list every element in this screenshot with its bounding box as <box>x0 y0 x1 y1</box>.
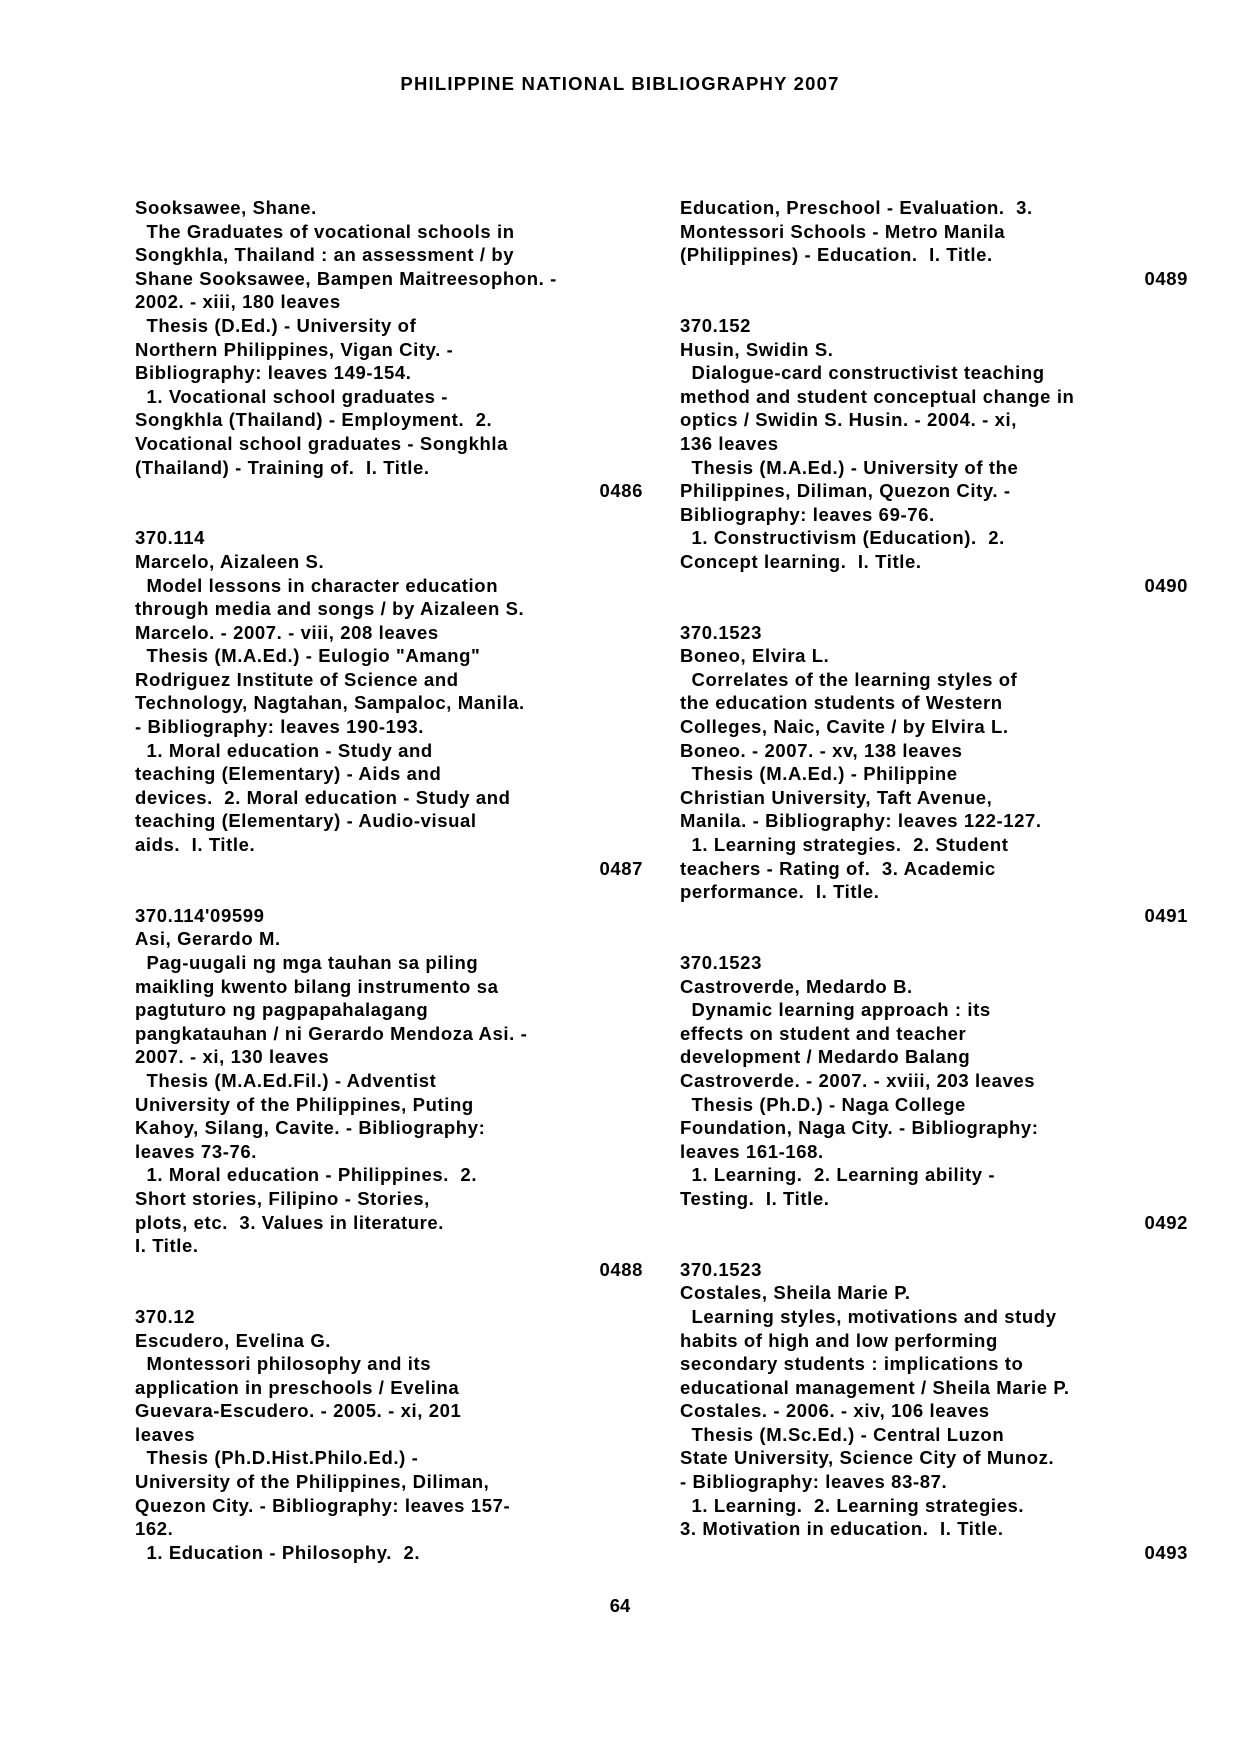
entry-line: Thesis (D.Ed.) - University of <box>135 314 417 336</box>
entry-line: secondary students : implications to <box>680 1353 1024 1375</box>
entry-line: 1. Learning strategies. 2. Student <box>680 834 1009 856</box>
entry-line: The Graduates of vocational schools in <box>135 220 515 242</box>
entry-line: 162. <box>135 1518 174 1540</box>
entry-line: 370.1523 <box>680 621 762 643</box>
entry-line: Husin, Swidin S. <box>680 338 834 360</box>
entry-line: Thesis (Ph.D.Hist.Philo.Ed.) - <box>135 1447 419 1469</box>
entry-line: Bibliography: leaves 69-76. <box>680 503 935 525</box>
entry-line: Learning styles, motivations and study <box>680 1305 1057 1327</box>
entry-line: Kahoy, Silang, Cavite. - Bibliography: <box>135 1117 486 1139</box>
entry-spacer <box>135 1281 643 1305</box>
entry-line: 1. Constructivism (Education). 2. <box>680 527 1005 549</box>
entry-spacer <box>680 290 1188 314</box>
entry-line: Concept learning. I. Title. <box>680 550 922 572</box>
entry-line: leaves 161-168. <box>680 1140 824 1162</box>
entry-line: I. Title. <box>135 1235 199 1257</box>
entry-line: pangkatauhan / ni Gerardo Mendoza Asi. - <box>135 1022 528 1044</box>
entry-line: Model lessons in character education <box>135 574 499 596</box>
entry-line: - Bibliography: leaves 190-193. <box>135 716 425 738</box>
entry-line: Asi, Gerardo M. <box>135 928 281 950</box>
entry-line: 136 leaves <box>680 432 779 454</box>
entry-line: Thesis (M.A.Ed.) - Philippine <box>680 763 958 785</box>
entry-line: 370.1523 <box>680 952 762 973</box>
entry-spacer <box>135 880 643 904</box>
entry-line: Bibliography: leaves 149-154. <box>135 362 412 384</box>
bibliography-entry <box>135 196 643 526</box>
entry-line: State University, Science City of Munoz. <box>680 1447 1055 1469</box>
entry-line: Northern Philippines, Vigan City. - <box>135 338 454 360</box>
entry-line: 1. Moral education - Philippines. 2. <box>135 1164 478 1186</box>
entry-line: educational management / Sheila Marie P. <box>680 1376 1070 1398</box>
entry-line: Christian University, Taft Avenue, <box>680 786 993 808</box>
entry-line: development / Medardo Balang <box>680 1046 971 1068</box>
entry-line: 370.1523 <box>680 1258 762 1280</box>
entry-line: Montessori Schools - Metro Manila <box>680 220 1006 242</box>
entry-line: optics / Swidin S. Husin. - 2004. - xi, <box>680 409 1017 431</box>
entry-line: Correlates of the learning styles of <box>680 668 1018 690</box>
entry-line: the education students of Western <box>680 692 1003 714</box>
entry-line: Education, Preschool - Evaluation. 3. <box>680 197 1033 218</box>
entry-line: Quezon City. - Bibliography: leaves 157- <box>135 1494 511 1516</box>
entry-line: Philippines, Diliman, Quezon City. - <box>680 480 1011 502</box>
entry-line: Testing. I. Title. <box>680 1187 830 1209</box>
entry-line: Castroverde, Medardo B. <box>680 975 913 997</box>
entry-line: 370.12 <box>135 1305 196 1327</box>
bibliography-entry <box>680 621 1188 951</box>
entry-line: 370.114'09599 <box>135 904 265 926</box>
entry-line: devices. 2. Moral education - Study and <box>135 786 511 808</box>
entry-line: Castroverde. - 2007. - xviii, 203 leaves <box>680 1069 1036 1091</box>
entry-line: Escudero, Evelina G. <box>135 1329 332 1351</box>
entry-number: 0486 <box>599 480 643 502</box>
page-header: PHILIPPINE NATIONAL BIBLIOGRAPHY 2007 <box>400 73 840 94</box>
entry-line: Boneo, Elvira L. <box>680 645 830 667</box>
entry-spacer <box>680 1234 1188 1258</box>
entry-line: Montessori philosophy and its <box>135 1353 432 1375</box>
page-number: 64 <box>609 1595 631 1616</box>
entry-line: habits of high and low performing <box>680 1329 998 1351</box>
entry-line: Short stories, Filipino - Stories, <box>135 1187 430 1209</box>
entry-line: 3. Motivation in education. I. Title. <box>680 1518 1004 1540</box>
bibliography-entry <box>135 526 643 904</box>
right-column <box>680 196 1188 1564</box>
entry-line: (Thailand) - Training of. I. Title. <box>135 456 430 478</box>
entry-line: method and student conceptual change in <box>680 385 1075 407</box>
entry-line: Shane Sooksawee, Bampen Maitreesophon. - <box>135 267 557 289</box>
entry-line: aids. I. Title. <box>135 834 256 856</box>
bibliography-entry <box>680 314 1188 621</box>
entry-line: Thesis (Ph.D.) - Naga College <box>680 1093 966 1115</box>
entry-line: 1. Education - Philosophy. 2. <box>135 1541 421 1563</box>
bibliography-entry <box>680 196 1188 314</box>
entry-line: 1. Learning. 2. Learning strategies. <box>680 1494 1025 1516</box>
entry-line: teaching (Elementary) - Aids and <box>135 763 442 785</box>
entry-number: 0490 <box>1144 574 1188 596</box>
entry-line: Thesis (M.A.Ed.Fil.) - Adventist <box>135 1069 437 1091</box>
entry-number: 0487 <box>599 857 643 879</box>
entry-line: Pag-uugali ng mga tauhan sa piling <box>135 952 479 973</box>
entry-line: Vocational school graduates - Songkhla <box>135 432 508 454</box>
entry-line: Marcelo, Aizaleen S. <box>135 550 325 572</box>
entry-line: Songkhla, Thailand : an assessment / by <box>135 244 515 266</box>
entry-line: Costales, Sheila Marie P. <box>680 1282 911 1304</box>
entry-number: 0488 <box>599 1258 643 1280</box>
entry-line: Rodriguez Institute of Science and <box>135 668 459 690</box>
entry-line: application in preschools / Evelina <box>135 1376 460 1398</box>
entry-line: leaves <box>135 1423 196 1445</box>
entry-number: 0493 <box>1144 1541 1188 1563</box>
entry-line: Marcelo. - 2007. - viii, 208 leaves <box>135 621 439 643</box>
entry-line: University of the Philippines, Diliman, <box>135 1471 490 1493</box>
entry-line: Sooksawee, Shane. <box>135 197 317 218</box>
entry-line: performance. I. Title. <box>680 881 880 903</box>
entry-line: Dialogue-card constructivist teaching <box>680 362 1045 384</box>
entry-line: - Bibliography: leaves 83-87. <box>680 1471 948 1493</box>
entry-line: pagtuturo ng pagpapahalagang <box>135 999 429 1021</box>
entry-number: 0492 <box>1144 1211 1188 1233</box>
entry-line: 370.114 <box>135 527 206 549</box>
entry-line: Foundation, Naga City. - Bibliography: <box>680 1117 1039 1139</box>
bibliography-entry <box>680 951 1188 1258</box>
entry-line: Manila. - Bibliography: leaves 122-127. <box>680 810 1042 832</box>
entry-line: plots, etc. 3. Values in literature. <box>135 1211 445 1233</box>
entry-number: 0489 <box>1144 267 1188 289</box>
entry-line: teachers - Rating of. 3. Academic <box>680 857 996 879</box>
entry-spacer <box>680 597 1188 621</box>
entry-line: Costales. - 2006. - xiv, 106 leaves <box>680 1400 990 1422</box>
entry-line: 1. Vocational school graduates - <box>135 385 449 407</box>
entry-line: effects on student and teacher <box>680 1022 967 1044</box>
entry-line: (Philippines) - Education. I. Title. <box>680 244 993 266</box>
entry-line: 2002. - xiii, 180 leaves <box>135 291 341 313</box>
entry-line: leaves 73-76. <box>135 1140 257 1162</box>
entry-line: 1. Learning. 2. Learning ability - <box>680 1164 996 1186</box>
entry-spacer <box>135 503 643 527</box>
entry-line: through media and songs / by Aizaleen S. <box>135 598 525 620</box>
entry-line: 370.152 <box>680 314 752 336</box>
left-column <box>135 196 643 1564</box>
entry-spacer <box>680 927 1188 951</box>
entry-line: Colleges, Naic, Cavite / by Elvira L. <box>680 716 1009 738</box>
entry-line: 1. Moral education - Study and <box>135 739 433 761</box>
entry-line: maikling kwento bilang instrumento sa <box>135 975 499 997</box>
bibliography-entry <box>135 1305 643 1565</box>
entry-line: Guevara-Escudero. - 2005. - xi, 201 <box>135 1400 462 1422</box>
bibliography-entry <box>680 1258 1188 1565</box>
entry-line: Thesis (M.Sc.Ed.) - Central Luzon <box>680 1423 1005 1445</box>
entry-line: Dynamic learning approach : its <box>680 999 991 1021</box>
entry-line: Boneo. - 2007. - xv, 138 leaves <box>680 739 963 761</box>
entry-line: Thesis (M.A.Ed.) - University of the <box>680 456 1019 478</box>
entry-line: University of the Philippines, Puting <box>135 1093 474 1115</box>
entry-line: Technology, Nagtahan, Sampaloc, Manila. <box>135 692 525 714</box>
entry-line: Songkhla (Thailand) - Employment. 2. <box>135 409 493 431</box>
entry-number: 0491 <box>1144 904 1188 926</box>
entry-line: 2007. - xi, 130 leaves <box>135 1046 330 1068</box>
bibliography-entry <box>135 904 643 1305</box>
entry-line: teaching (Elementary) - Audio-visual <box>135 810 477 832</box>
entry-line: Thesis (M.A.Ed.) - Eulogio "Amang" <box>135 645 481 667</box>
